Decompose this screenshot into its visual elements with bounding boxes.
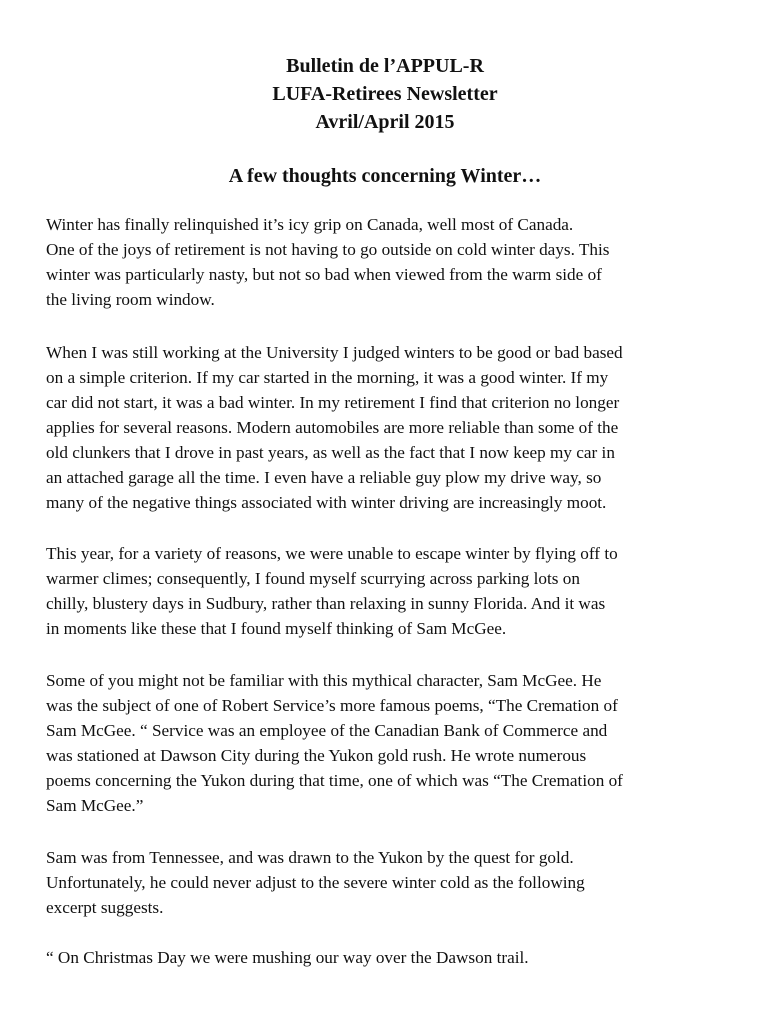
paragraph-5 bbox=[46, 845, 736, 920]
text-line: an attached garage all the time. I even have a reliable guy plow my drive way, so bbox=[46, 468, 602, 487]
text-line: in moments like these that I found myself thinking of Sam McGee. bbox=[46, 619, 507, 638]
text-line: Sam McGee.” bbox=[46, 796, 144, 815]
issue-date: Avril/April 2015 bbox=[315, 111, 455, 133]
text-line: many of the negative things associated with winter driving are increasingly moot. bbox=[46, 493, 607, 512]
text-line: When I was still working at the University I judged winters to be good or bad based bbox=[46, 343, 623, 362]
paragraph-6-poem-excerpt bbox=[46, 945, 736, 970]
text-line: on a simple criterion. If my car started in the morning, it was a good winter. If my bbox=[46, 368, 609, 387]
text-line: chilly, blustery days in Sudbury, rather than relaxing in sunny Florida. And it was bbox=[46, 594, 606, 613]
paragraph-4 bbox=[46, 668, 736, 818]
text-line: “ On Christmas Day we were mushing our way over the Dawson trail. bbox=[46, 948, 529, 967]
newsletter-header bbox=[0, 52, 770, 136]
text-line: poems concerning the Yukon during that time, one of which was “The Cremation of bbox=[46, 771, 623, 790]
article-title: A few thoughts concerning Winter… bbox=[228, 165, 542, 187]
text-line: This year, for a variety of reasons, we were unable to escape winter by flying off to bbox=[46, 544, 618, 563]
paragraph-1 bbox=[46, 212, 736, 312]
text-line: Sam was from Tennessee, and was drawn to the Yukon by the quest for gold. bbox=[46, 848, 574, 867]
newsletter-name: LUFA-Retirees Newsletter bbox=[272, 83, 498, 105]
paragraph-2 bbox=[46, 340, 736, 515]
text-line: Some of you might not be familiar with this mythical character, Sam McGee. He bbox=[46, 671, 602, 690]
text-line: One of the joys of retirement is not having to go outside on cold winter days. This bbox=[46, 240, 610, 259]
text-line: Winter has finally relinquished it’s icy grip on Canada, well most of Canada. bbox=[46, 215, 574, 234]
text-line: applies for several reasons. Modern automobiles are more reliable than some of the bbox=[46, 418, 619, 437]
text-line: winter was particularly nasty, but not so bad when viewed from the warm side of bbox=[46, 265, 602, 284]
text-line: was stationed at Dawson City during the Yukon gold rush. He wrote numerous bbox=[46, 746, 587, 765]
text-line: the living room window. bbox=[46, 290, 215, 309]
text-line: was the subject of one of Robert Service’s more famous poems, “The Cremation of bbox=[46, 696, 618, 715]
text-line: Unfortunately, he could never adjust to the severe winter cold as the following bbox=[46, 873, 585, 892]
bulletin-title: Bulletin de l’APPUL-R bbox=[286, 55, 484, 77]
text-line: car did not start, it was a bad winter. In my retirement I find that criterion no longer bbox=[46, 393, 620, 412]
paragraph-3 bbox=[46, 541, 736, 641]
text-line: excerpt suggests. bbox=[46, 898, 164, 917]
text-line: old clunkers that I drove in past years, as well as the fact that I now keep my car in bbox=[46, 443, 615, 462]
text-line: Sam McGee. “ Service was an employee of the Canadian Bank of Commerce and bbox=[46, 721, 608, 740]
text-line: warmer climes; consequently, I found myself scurrying across parking lots on bbox=[46, 569, 580, 588]
